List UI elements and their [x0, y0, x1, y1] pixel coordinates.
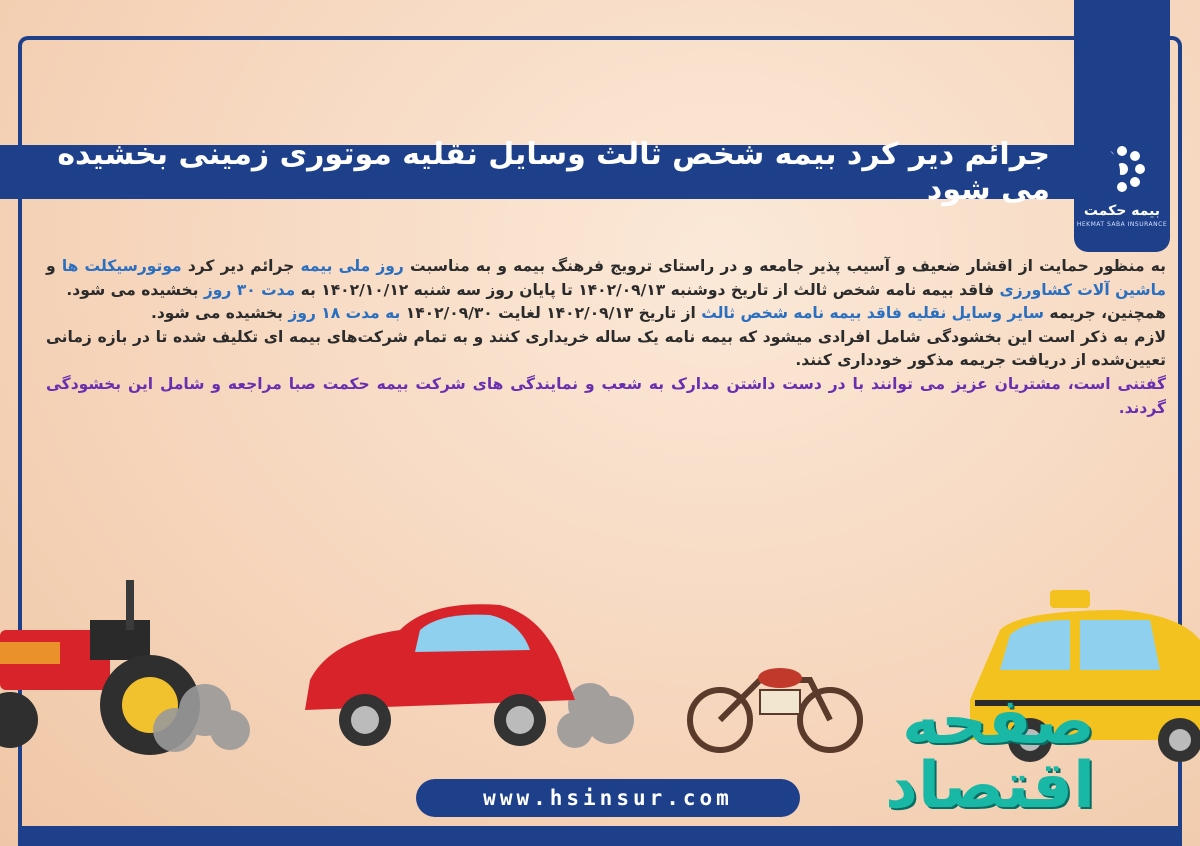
announcement-body	[46, 255, 1166, 420]
logo-subtitle: HEKMAT SABA INSURANCE	[1076, 221, 1168, 228]
motorcycle-icon	[690, 668, 860, 750]
p1-highlight-duration: مدت ۳۰ روز	[203, 280, 296, 299]
title-banner	[0, 137, 1120, 207]
p2-text: همچنین، جریمه	[1043, 304, 1166, 323]
p2-text: بخشیده می شود.	[150, 304, 289, 323]
bottom-band	[18, 826, 1182, 846]
company-logo	[1074, 0, 1170, 252]
red-car-icon	[305, 604, 575, 746]
p1-highlight-motorcycles: موتورسیکلت ها	[61, 257, 182, 275]
p1-text: به منظور حمایت از اقشار ضعیف و آسیب پذیر جامعه و در راستای ترویج فرهنگ بیمه و به مناسبت	[403, 257, 1166, 275]
paragraph-2	[46, 302, 1166, 326]
watermark-logo: صفحه اقتصاد	[885, 685, 1095, 823]
logo-text: بیمه حکمت	[1083, 203, 1161, 219]
p2-highlight-other-vehicles: سایر وسایل نقلیه فاقد بیمه نامه شخص ثالث	[701, 304, 1044, 323]
p1-highlight-machinery: ماشین آلات کشاورزی	[999, 280, 1166, 299]
paragraph-3: لازم به ذکر است این بخشودگی شامل افرادی میشود که بیمه نامه یک ساله خریداری کنند و به تمام شرکت‌های بیمه ای تکلیف شده تا در بازه زمانی تعیین‌شده از دریافت جریمه مذکور خودداری کنند.	[46, 327, 1166, 370]
p1-text: بخشیده می شود.	[66, 280, 204, 299]
p1-highlight-national-day: روز ملی بیمه	[300, 257, 404, 275]
page-title: جرائم دیر کرد بیمه شخص ثالث وسایل نقلیه موتوری زمینی بخشیده می شود	[57, 137, 1050, 207]
p2-highlight-duration: به مدت ۱۸ روز	[288, 304, 401, 323]
p2-text: از تاریخ ۱۴۰۲/۰۹/۱۳ لغایت ۱۴۰۲/۰۹/۳۰	[400, 304, 702, 323]
paragraph-1	[46, 255, 1166, 302]
p1-text: جرائم دیر کرد	[181, 257, 301, 275]
p1-text: فاقد بیمه نامه شخص ثالث از تاریخ دوشنبه ۱۴۰۲/۰۹/۱۳ تا پایان روز سه شنبه ۱۴۰۲/۱۰/۱۲ به	[295, 280, 1000, 299]
paragraph-4: گفتنی است، مشتریان عزیز می توانند با در دست داشتن مدارک به شعب و نمایندگی های شرکت بیمه حکمت صبا مراجعه و شامل این بخشودگی گردند.	[46, 374, 1166, 417]
p1-text: و	[46, 257, 62, 275]
website-url[interactable]: www.hsinsur.com	[416, 779, 800, 817]
